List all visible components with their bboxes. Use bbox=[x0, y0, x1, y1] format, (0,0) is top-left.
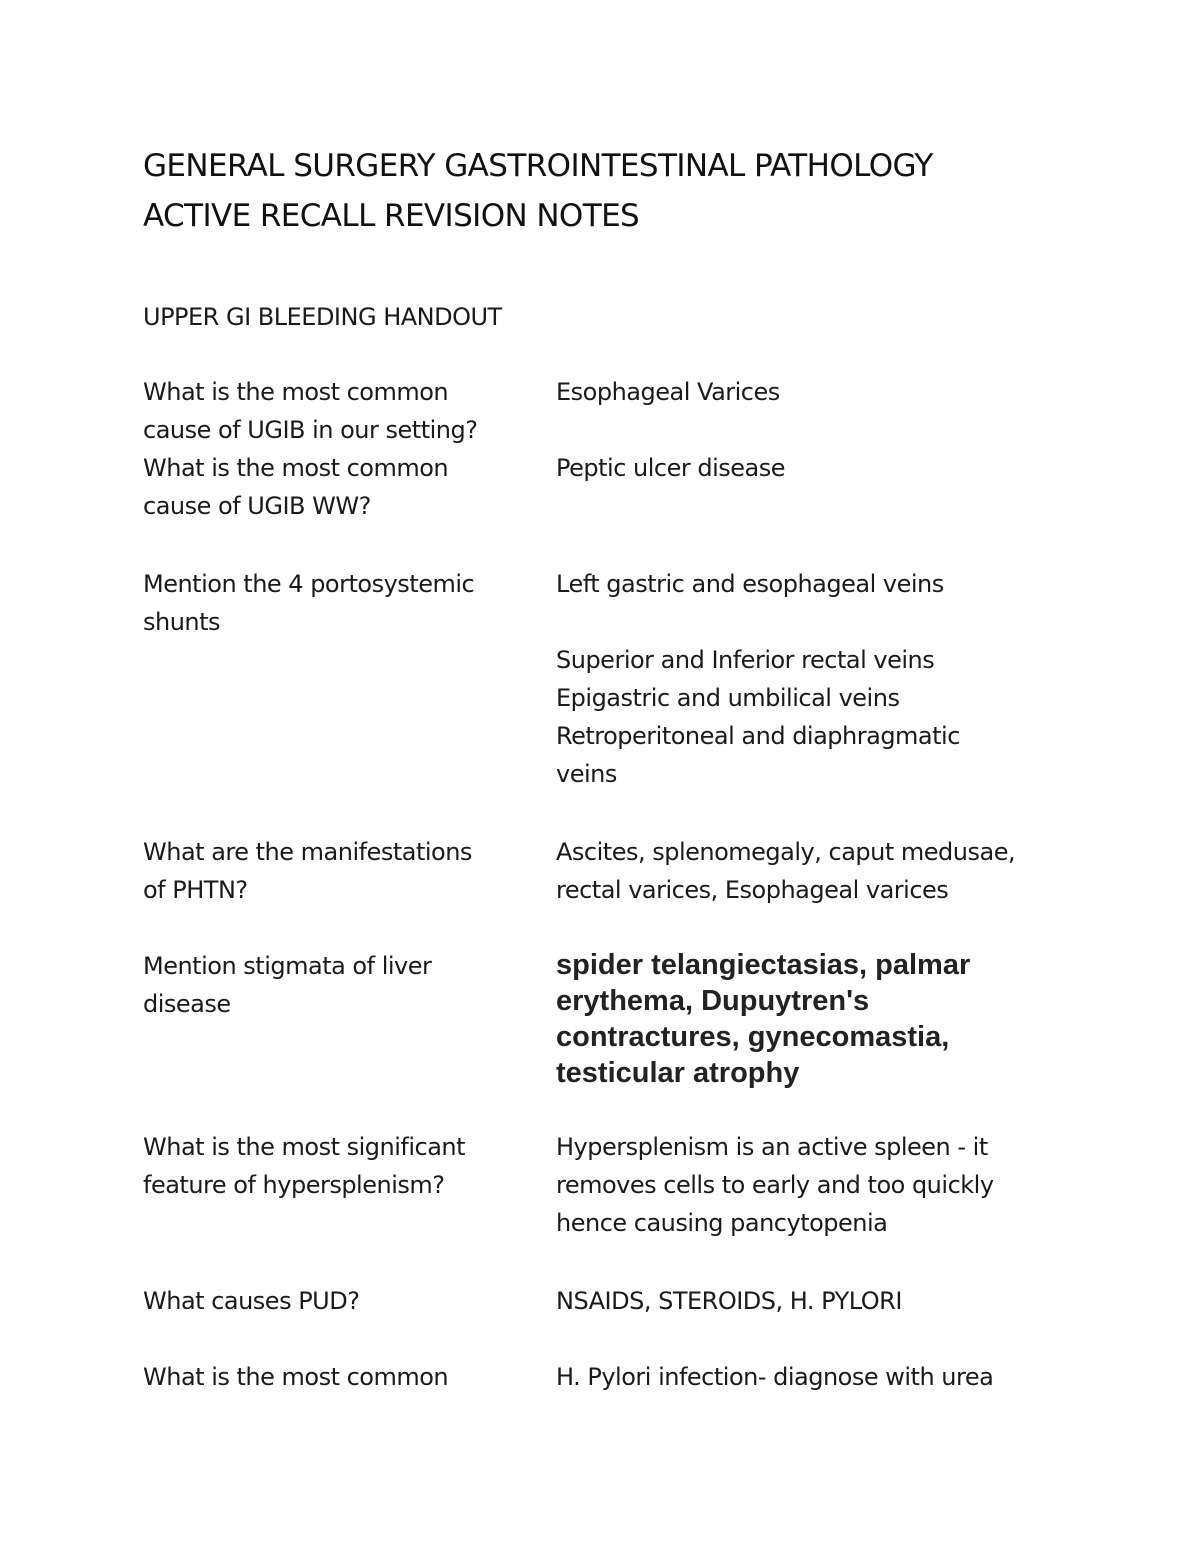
answer-1: Esophageal Varices bbox=[556, 378, 780, 406]
answer-3: Left gastric and esophageal veins bbox=[556, 570, 944, 598]
answer-2: Peptic ulcer disease bbox=[556, 454, 786, 482]
answer-4: Ascites, splenomegaly, caput medusae, rectal varices, Esophageal varices bbox=[556, 838, 1016, 904]
question-1: What is the most common cause of UGIB in our setting? bbox=[143, 378, 478, 444]
document-title-line-1: GENERAL SURGERY GASTROINTESTINAL PATHOLOGY bbox=[143, 148, 933, 184]
question-5: Mention stigmata of liver disease bbox=[143, 952, 432, 1018]
question-2: What is the most common cause of UGIB WW? bbox=[143, 454, 449, 520]
question-4: What are the manifestations of PHTN? bbox=[143, 838, 472, 904]
document-title-line-2: ACTIVE RECALL REVISION NOTES bbox=[143, 198, 640, 234]
question-7: What causes PUD? bbox=[143, 1287, 360, 1315]
question-6: What is the most significant feature of hypersplenism? bbox=[143, 1133, 466, 1199]
section-heading: UPPER GI BLEEDING HANDOUT bbox=[143, 303, 502, 331]
answer-7: NSAIDS, STEROIDS, H. PYLORI bbox=[556, 1287, 902, 1315]
answer-6: Hypersplenism is an active spleen - it removes cells to early and too quickly hence causing pancytopenia bbox=[556, 1133, 994, 1237]
answer-3-continued: Superior and Inferior rectal veins Epigastric and umbilical veins Retroperitoneal and diaphragmatic veins bbox=[556, 646, 960, 788]
question-8: What is the most common bbox=[143, 1363, 449, 1391]
answer-5: spider telangiectasias, palmar erythema, Dupuytren's contractures, gynecomastia, testicular atrophy bbox=[556, 949, 971, 1089]
answer-8: H. Pylori infection- diagnose with urea bbox=[556, 1363, 994, 1391]
question-3: Mention the 4 portosystemic shunts bbox=[143, 570, 475, 636]
